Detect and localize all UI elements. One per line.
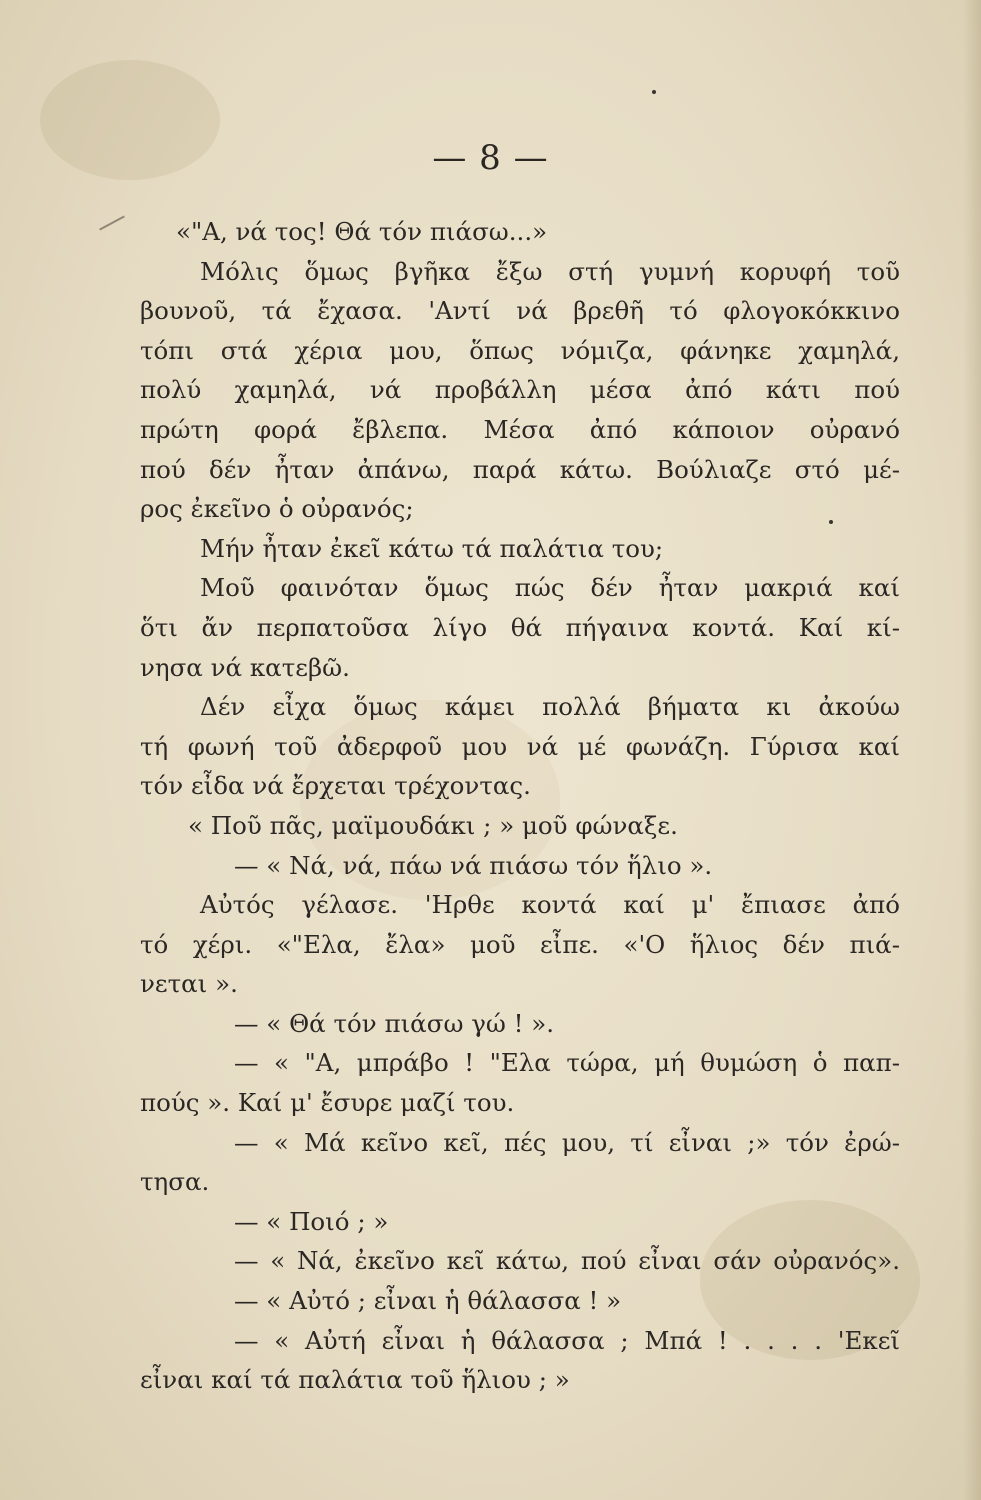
text-line: ὅτι ἄν περπατοῦσα λίγο θά πήγαινα κοντά. Καί κί-	[140, 612, 900, 642]
text-line: Μόλις ὅμως βγῆκα ἔξω στή γυμνή κορυφή τοῦ	[200, 256, 900, 286]
text-line: εἶναι καί τά παλάτια τοῦ ἥλιου ; »	[140, 1365, 570, 1395]
text-line: — « Αὐτή εἶναι ἡ θάλασσα ; Μπά ! . . . . 'Εκεῖ	[234, 1325, 900, 1355]
text-line: νεται ».	[140, 969, 238, 999]
text-line: πρώτη φορά ἔβλεπα. Μέσα ἀπό κάποιον οὐρανό	[140, 414, 900, 444]
text-line: — « Αὐτό ; εἶναι ἡ θάλασσα ! »	[234, 1286, 622, 1316]
text-line: ρος ἐκεῖνο ὁ οὐρανός;	[140, 494, 414, 524]
text-line: τόπι στά χέρια μου, ὅπως νόμιζα, φάνηκε χαμηλά,	[140, 335, 900, 365]
text-line: βουνοῦ, τά ἔχασα. 'Αντί νά βρεθῆ τό φλογοκόκκινο	[140, 296, 900, 326]
text-line: τό χέρι. «"Ελα, ἔλα» μοῦ εἶπε. «'Ο ἥλιος δέν πιά-	[140, 929, 900, 959]
text-line: τησα.	[140, 1167, 210, 1197]
page-edge-shadow	[963, 0, 981, 1500]
page-number: — 8 —	[432, 138, 549, 178]
text-line: πού δέν ἦταν ἀπάνω, παρά κάτω. Βούλιαζε στό μέ-	[140, 454, 900, 484]
text-line: — « "Α, μπράβο ! "Ελα τώρα, μή θυμώση ὁ παπ-	[234, 1048, 900, 1078]
text-line: — « Μά κεῖνο κεῖ, πές μου, τί εἶναι ;» τόν ἐρώ-	[234, 1127, 900, 1157]
text-line: Δέν εἶχα ὅμως κάμει πολλά βήματα κι ἀκούω	[200, 692, 900, 722]
body-text	[140, 212, 900, 1400]
text-line: πολύ χαμηλά, νά προβάλλη μέσα ἀπό κάτι πού	[140, 375, 900, 405]
text-line: — « Ποιό ; »	[234, 1206, 389, 1236]
ink-speck	[652, 90, 656, 94]
text-line: « Ποῦ πᾶς, μαϊμουδάκι ; » μοῦ φώναξε.	[188, 810, 678, 840]
text-line: Μοῦ φαινόταν ὅμως πώς δέν ἦταν μακριά καί	[200, 573, 900, 603]
text-line: Αὐτός γέλασε. 'Ηρθε κοντά καί μ' ἔπιασε ἀπό	[200, 890, 900, 920]
text-line: — « Νά, νά, πάω νά πιάσω τόν ἥλιο ».	[234, 850, 713, 880]
text-line: νησα νά κατεβῶ.	[140, 652, 350, 682]
text-line: — « Νά, ἐκεῖνο κεῖ κάτω, πού εἶναι σάν οὐρανός».	[234, 1246, 900, 1276]
text-line: τή φωνή τοῦ ἀδερφοῦ μου νά μέ φωνάζη. Γύρισα καί	[140, 731, 900, 761]
text-line: πούς ». Καί μ' ἔσυρε μαζί του.	[140, 1088, 515, 1118]
text-line: τόν εἶδα νά ἔρχεται τρέχοντας.	[140, 771, 531, 801]
text-line: Μήν ἦταν ἐκεῖ κάτω τά παλάτια του;	[200, 533, 664, 563]
margin-pencil-mark	[99, 216, 125, 231]
text-line: — « Θά τόν πιάσω γώ ! ».	[234, 1008, 555, 1038]
text-line: «"Α, νά τος! Θά τόν πιάσω...»	[176, 217, 548, 246]
